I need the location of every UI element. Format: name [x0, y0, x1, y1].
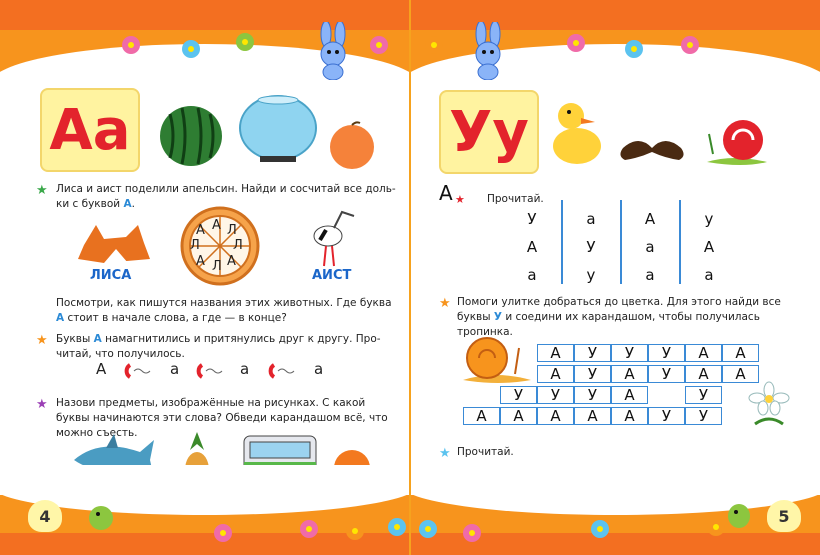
snail-maze-icon [459, 334, 535, 386]
read-label: Прочитай. [487, 193, 544, 205]
snail-icon [703, 112, 773, 170]
flower-icon [122, 36, 140, 54]
flower-icon [419, 520, 437, 538]
maze-cell[interactable]: У [648, 407, 685, 425]
maze-cell[interactable]: А [611, 386, 648, 404]
table-cell: У [527, 210, 537, 228]
star-icon: ★ [455, 193, 465, 206]
flower-icon [463, 524, 481, 542]
magnet-letter: а [170, 360, 180, 378]
maze-cell[interactable]: А [722, 365, 759, 383]
maze-cell[interactable]: У [648, 344, 685, 362]
big-letter-u: Уу [439, 90, 539, 174]
flower-icon [182, 40, 200, 58]
wheel-letter: А [196, 223, 205, 238]
bunny-icon [313, 22, 353, 80]
maze-cell[interactable]: У [611, 344, 648, 362]
maze-cell[interactable]: У [685, 386, 722, 404]
maze-cell[interactable]: У [537, 386, 574, 404]
read-label-2: Прочитай. [457, 446, 514, 458]
left-page [0, 0, 409, 555]
maze-cell[interactable]: А [537, 407, 574, 425]
wheel-letter: Л [190, 238, 200, 253]
task1-text: Лиса и аист поделили апельсин. Найди и сосчитай все доль-ки с буквой А. [56, 183, 396, 210]
small-letter-a: А [439, 181, 453, 205]
star-icon: ★ [36, 183, 48, 198]
flower-icon [425, 36, 443, 54]
page-number-right: 5 [767, 500, 801, 532]
wheel-letter: А [212, 218, 221, 233]
flower-icon [567, 34, 585, 52]
mustache-icon [615, 138, 689, 168]
star-icon: ★ [36, 333, 48, 348]
maze-cell[interactable]: У [685, 407, 722, 425]
maze-cell[interactable]: А [685, 365, 722, 383]
table-cell: у [704, 210, 714, 228]
task2-text: Буквы А намагнитились и притянулись друг к другу. Про-читай, что получилось. [56, 333, 381, 360]
maze-cell[interactable]: А [463, 407, 500, 425]
table-cell: У [586, 238, 596, 256]
bird-icon [86, 500, 116, 534]
maze-cell[interactable]: У [574, 386, 611, 404]
flower-icon [300, 520, 318, 538]
flower-icon [214, 524, 232, 542]
magnet-letter: а [240, 360, 250, 378]
magnet-icon [190, 363, 226, 379]
flower-icon [707, 518, 725, 536]
fox-label: ЛИСА [90, 268, 132, 283]
maze-cell[interactable]: А [537, 344, 574, 362]
flower-icon [747, 380, 791, 428]
wheel-letter: Л [212, 259, 222, 274]
table-cell: а [527, 266, 537, 284]
maze-cell[interactable]: У [500, 386, 537, 404]
maze-cell[interactable]: А [611, 407, 648, 425]
stork-label: АИСТ [312, 268, 352, 283]
table-cell: а [645, 266, 655, 284]
maze-cell[interactable]: У [574, 344, 611, 362]
wheel-letter: А [227, 254, 236, 269]
flower-icon [625, 40, 643, 58]
maze-cell[interactable]: А [611, 365, 648, 383]
table-cell: у [586, 266, 596, 284]
maze-cell[interactable]: А [574, 407, 611, 425]
watermelon-icon [158, 104, 224, 168]
big-letter-a: Аа [40, 88, 140, 172]
wheel-letter: А [196, 254, 205, 269]
stork-icon [306, 206, 356, 268]
fox-icon [74, 215, 154, 270]
table-cell: а [704, 266, 714, 284]
flower-icon [388, 518, 406, 536]
task2-text: Помоги улитке добраться до цветка. Для этого найди все буквы У и соедини их карандашом, чтобы получилась тропинка. [457, 296, 781, 338]
flower-icon [370, 36, 388, 54]
star-icon: ★ [36, 397, 48, 412]
flower-icon [591, 520, 609, 538]
task1b-text: Посмотри, как пишутся названия этих животных. Где буква А стоит в начале слова, а где — в конце? [56, 297, 392, 324]
star-icon: ★ [439, 296, 451, 311]
magnet-letter: А [96, 360, 107, 378]
magnet-icon [118, 363, 154, 379]
maze-cell[interactable]: А [500, 407, 537, 425]
wheel-letter: Л [227, 223, 237, 238]
bunny-icon [468, 22, 508, 80]
bird-icon [725, 498, 753, 532]
magnet-letter: а [314, 360, 324, 378]
maze-cell[interactable]: А [722, 344, 759, 362]
star-icon: ★ [439, 446, 451, 461]
peach-icon [328, 120, 376, 170]
maze-cell[interactable]: А [537, 365, 574, 383]
maze-cell[interactable]: У [574, 365, 611, 383]
table-cell: А [644, 210, 656, 228]
flower-icon [346, 522, 364, 540]
table-cell: а [586, 210, 596, 228]
fishbowl-icon [236, 94, 320, 168]
task3-text: Назови предметы, изображённые на рисунках. С какой буквы начинаются эти слова? Обведи карандашом всё, что можно съесть. [56, 397, 388, 439]
maze-cell[interactable]: А [685, 344, 722, 362]
duck-icon [547, 98, 611, 170]
maze-cell[interactable]: У [648, 365, 685, 383]
table-cell: а [645, 238, 655, 256]
magnet-icon [262, 363, 298, 379]
table-cell: А [703, 238, 715, 256]
right-page [411, 0, 820, 555]
flower-icon [236, 33, 254, 51]
page-number-left: 4 [28, 500, 62, 532]
table-cell: А [526, 238, 538, 256]
wheel-letter: Л [233, 238, 243, 253]
flower-icon [681, 36, 699, 54]
